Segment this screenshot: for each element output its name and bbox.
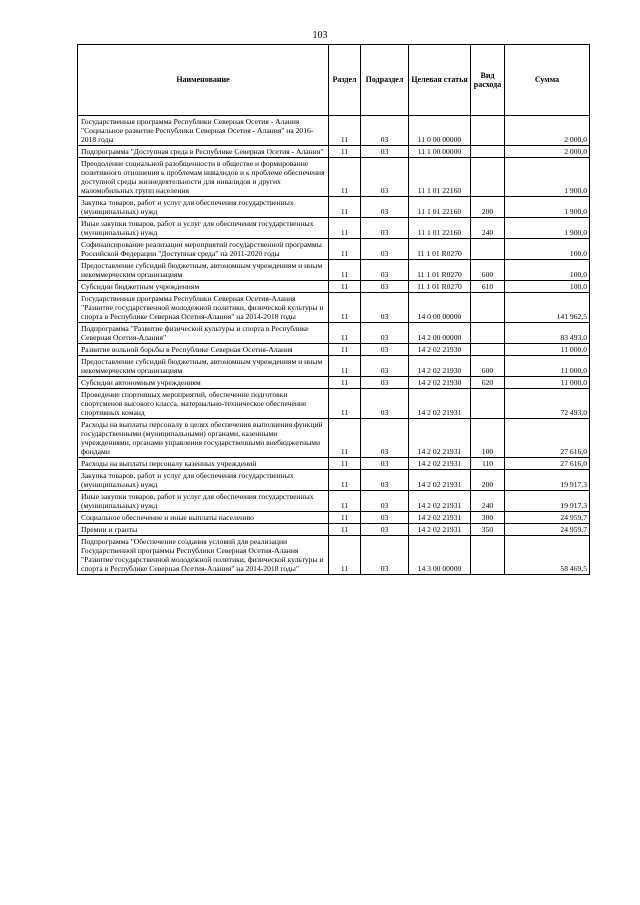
cell-target-article: 11 1 01 22160	[409, 158, 471, 197]
cell-sum: 24 959,7	[505, 524, 590, 536]
cell-sum: 72 493,0	[505, 389, 590, 419]
cell-target-article: 14 2 02 21931	[409, 458, 471, 470]
cell-sum: 1 900,0	[505, 197, 590, 218]
cell-sum: 19 917,3	[505, 470, 590, 491]
cell-sum: 11 000,0	[505, 377, 590, 389]
cell-subsection: 03	[361, 293, 409, 323]
cell-target-article: 14 2 02 21931	[409, 491, 471, 512]
cell-expense-type: 600	[471, 260, 505, 281]
cell-subsection: 03	[361, 239, 409, 260]
table-row	[78, 512, 590, 524]
cell-sum: 1 900,0	[505, 158, 590, 197]
cell-name: Софинансирование реализации мероприятий государственной программы Российской Федерации "Доступная среда" на 2011-2020 годы	[78, 239, 329, 260]
cell-subsection: 03	[361, 536, 409, 575]
cell-expense-type	[471, 116, 505, 146]
header-sum: Сумма	[505, 45, 590, 116]
cell-subsection: 03	[361, 344, 409, 356]
cell-subsection: 03	[361, 389, 409, 419]
cell-sum: 100,0	[505, 281, 590, 293]
cell-target-article: 14 3 00 00000	[409, 536, 471, 575]
cell-subsection: 03	[361, 470, 409, 491]
cell-section: 11	[329, 524, 361, 536]
cell-target-article: 14 2 02 21931	[409, 419, 471, 458]
cell-subsection: 03	[361, 197, 409, 218]
cell-expense-type	[471, 323, 505, 344]
cell-subsection: 03	[361, 356, 409, 377]
cell-target-article: 14 2 02 21931	[409, 512, 471, 524]
cell-section: 11	[329, 344, 361, 356]
table-row	[78, 260, 590, 281]
cell-expense-type	[471, 536, 505, 575]
cell-expense-type	[471, 158, 505, 197]
cell-subsection: 03	[361, 323, 409, 344]
cell-section: 11	[329, 377, 361, 389]
cell-subsection: 03	[361, 458, 409, 470]
cell-expense-type: 110	[471, 458, 505, 470]
cell-name: Государственная программа Республики Северная Осетия - Алания "Социальное развитие Республики Северная Осетия - Алания" на 2016-2018 годы	[78, 116, 329, 146]
table-row	[78, 197, 590, 218]
cell-section: 11	[329, 281, 361, 293]
cell-section: 11	[329, 389, 361, 419]
cell-name: Иные закупки товаров, работ и услуг для обеспечения государственных (муниципальных) нужд	[78, 218, 329, 239]
cell-name: Предоставление субсидий бюджетным, автономным учреждениям и иным некоммерческим организациям	[78, 356, 329, 377]
cell-name: Развитие вольной борьбы в Республике Северная Осетия-Алания	[78, 344, 329, 356]
table-row	[78, 524, 590, 536]
cell-target-article: 14 2 00 00000	[409, 323, 471, 344]
cell-sum: 1 900,0	[505, 218, 590, 239]
cell-target-article: 11 1 00 00000	[409, 146, 471, 158]
table-row	[78, 158, 590, 197]
cell-target-article: 14 2 02 21931	[409, 389, 471, 419]
cell-expense-type: 240	[471, 218, 505, 239]
cell-name: Подпрограмма "Обеспечение создания условий для реализации Государственной программы Республики Северная Осетия-Алания "Развитие государственной молодежной политики, физической культуры и спорта в Республике Северная Осетия-Алания" на 2014-2018 годы"	[78, 536, 329, 575]
table-row	[78, 293, 590, 323]
cell-target-article: 14 2 02 21930	[409, 344, 471, 356]
table-row	[78, 281, 590, 293]
cell-sum: 19 917,3	[505, 491, 590, 512]
cell-name: Закупка товаров, работ и услуг для обеспечения государственных (муниципальных) нужд	[78, 470, 329, 491]
cell-section: 11	[329, 512, 361, 524]
table-row	[78, 491, 590, 512]
cell-sum: 83 493,0	[505, 323, 590, 344]
cell-target-article: 11 1 01 R0270	[409, 239, 471, 260]
cell-subsection: 03	[361, 116, 409, 146]
cell-target-article: 11 1 01 R0270	[409, 260, 471, 281]
cell-name: Субсидии автономным учреждениям	[78, 377, 329, 389]
cell-section: 11	[329, 323, 361, 344]
cell-section: 11	[329, 197, 361, 218]
cell-section: 11	[329, 260, 361, 281]
cell-section: 11	[329, 536, 361, 575]
cell-name: Государственная программа Республики Северная Осетия-Алания "Развитие государственной молодежной политики, физической культуры и спорта в Республике Северная Осетия-Алания" на 2014-2018 годы	[78, 293, 329, 323]
cell-expense-type: 350	[471, 524, 505, 536]
cell-sum: 27 616,0	[505, 458, 590, 470]
cell-subsection: 03	[361, 218, 409, 239]
table-row	[78, 377, 590, 389]
table-row	[78, 389, 590, 419]
cell-expense-type: 620	[471, 377, 505, 389]
cell-expense-type: 600	[471, 356, 505, 377]
cell-name: Иные закупки товаров, работ и услуг для обеспечения государственных (муниципальных) нужд	[78, 491, 329, 512]
cell-name: Социальное обеспечение и иные выплаты населению	[78, 512, 329, 524]
cell-expense-type: 200	[471, 197, 505, 218]
cell-subsection: 03	[361, 377, 409, 389]
cell-expense-type	[471, 293, 505, 323]
table-row	[78, 458, 590, 470]
cell-name: Расходы на выплаты персоналу казенных учреждений	[78, 458, 329, 470]
cell-subsection: 03	[361, 146, 409, 158]
table-row	[78, 323, 590, 344]
cell-section: 11	[329, 146, 361, 158]
cell-sum: 27 616,0	[505, 419, 590, 458]
cell-expense-type: 610	[471, 281, 505, 293]
table-header-row	[78, 45, 590, 116]
header-target-article: Целевая статья	[409, 45, 471, 116]
budget-table	[77, 44, 590, 575]
cell-sum: 141 962,5	[505, 293, 590, 323]
cell-section: 11	[329, 356, 361, 377]
cell-name: Расходы на выплаты персоналу в целях обеспечения выполнения функций государственными (муниципальными) органами, казенными учреждениями, органами управления государственными внебюджетными фондами	[78, 419, 329, 458]
table-row	[78, 470, 590, 491]
cell-expense-type	[471, 344, 505, 356]
cell-name: Подпрограмма "Доступная среда в Республике Северная Осетия - Алания"	[78, 146, 329, 158]
cell-name: Закупка товаров, работ и услуг для обеспечения государственных (муниципальных) нужд	[78, 197, 329, 218]
cell-target-article: 11 1 01 R0270	[409, 281, 471, 293]
cell-expense-type: 240	[471, 491, 505, 512]
header-expense-type: Вид расхода	[471, 45, 505, 116]
table-row	[78, 116, 590, 146]
cell-sum: 100,0	[505, 260, 590, 281]
header-name: Наименование	[78, 45, 329, 116]
cell-subsection: 03	[361, 491, 409, 512]
cell-subsection: 03	[361, 281, 409, 293]
cell-target-article: 11 1 01 22160	[409, 218, 471, 239]
cell-expense-type	[471, 239, 505, 260]
cell-expense-type: 300	[471, 512, 505, 524]
cell-name: Подпрограмма "Развитие физической культуры и спорта в Республике Северная Осетия-Алания"	[78, 323, 329, 344]
cell-sum: 2 000,0	[505, 116, 590, 146]
cell-section: 11	[329, 116, 361, 146]
cell-expense-type: 200	[471, 470, 505, 491]
cell-section: 11	[329, 293, 361, 323]
table-row	[78, 344, 590, 356]
cell-subsection: 03	[361, 158, 409, 197]
page-number: 103	[312, 30, 328, 41]
cell-target-article: 11 1 01 22160	[409, 197, 471, 218]
cell-section: 11	[329, 470, 361, 491]
cell-subsection: 03	[361, 524, 409, 536]
cell-sum: 11 000,0	[505, 356, 590, 377]
cell-target-article: 14 2 02 21931	[409, 470, 471, 491]
cell-sum: 2 000,0	[505, 146, 590, 158]
cell-target-article: 14 2 02 21930	[409, 377, 471, 389]
cell-name: Субсидии бюджетным учреждениям	[78, 281, 329, 293]
cell-target-article: 14 2 02 21930	[409, 356, 471, 377]
header-subsection: Подраздел	[361, 45, 409, 116]
cell-section: 11	[329, 158, 361, 197]
table-row	[78, 419, 590, 458]
cell-section: 11	[329, 491, 361, 512]
cell-target-article: 14 0 00 00000	[409, 293, 471, 323]
cell-expense-type	[471, 389, 505, 419]
table-row	[78, 239, 590, 260]
cell-subsection: 03	[361, 419, 409, 458]
cell-sum: 100,0	[505, 239, 590, 260]
cell-name: Предоставление субсидий бюджетным, автономным учреждениям и иным некоммерческим организациям	[78, 260, 329, 281]
cell-sum: 58 469,5	[505, 536, 590, 575]
cell-section: 11	[329, 239, 361, 260]
header-section: Раздел	[329, 45, 361, 116]
table-row	[78, 356, 590, 377]
cell-sum: 24 959,7	[505, 512, 590, 524]
table-row	[78, 536, 590, 575]
table-row	[78, 218, 590, 239]
cell-name: Преодоление социальной разобщенности в обществе и формирование позитивного отношения к проблемам инвалидов и к проблеме обеспечения доступной среды жизнедеятельности для инвалидов и других маломобильных групп населения	[78, 158, 329, 197]
table-row	[78, 146, 590, 158]
cell-target-article: 14 2 02 21931	[409, 524, 471, 536]
cell-expense-type: 100	[471, 419, 505, 458]
cell-subsection: 03	[361, 260, 409, 281]
cell-section: 11	[329, 419, 361, 458]
cell-target-article: 11 0 00 00000	[409, 116, 471, 146]
cell-name: Проведение спортивных мероприятий, обеспечение подготовки спортсменов высокого класса, материально-техническое обеспечение спортивных команд	[78, 389, 329, 419]
cell-name: Премии и гранты	[78, 524, 329, 536]
cell-expense-type	[471, 146, 505, 158]
cell-sum: 11 000,0	[505, 344, 590, 356]
cell-section: 11	[329, 458, 361, 470]
cell-subsection: 03	[361, 512, 409, 524]
cell-section: 11	[329, 218, 361, 239]
